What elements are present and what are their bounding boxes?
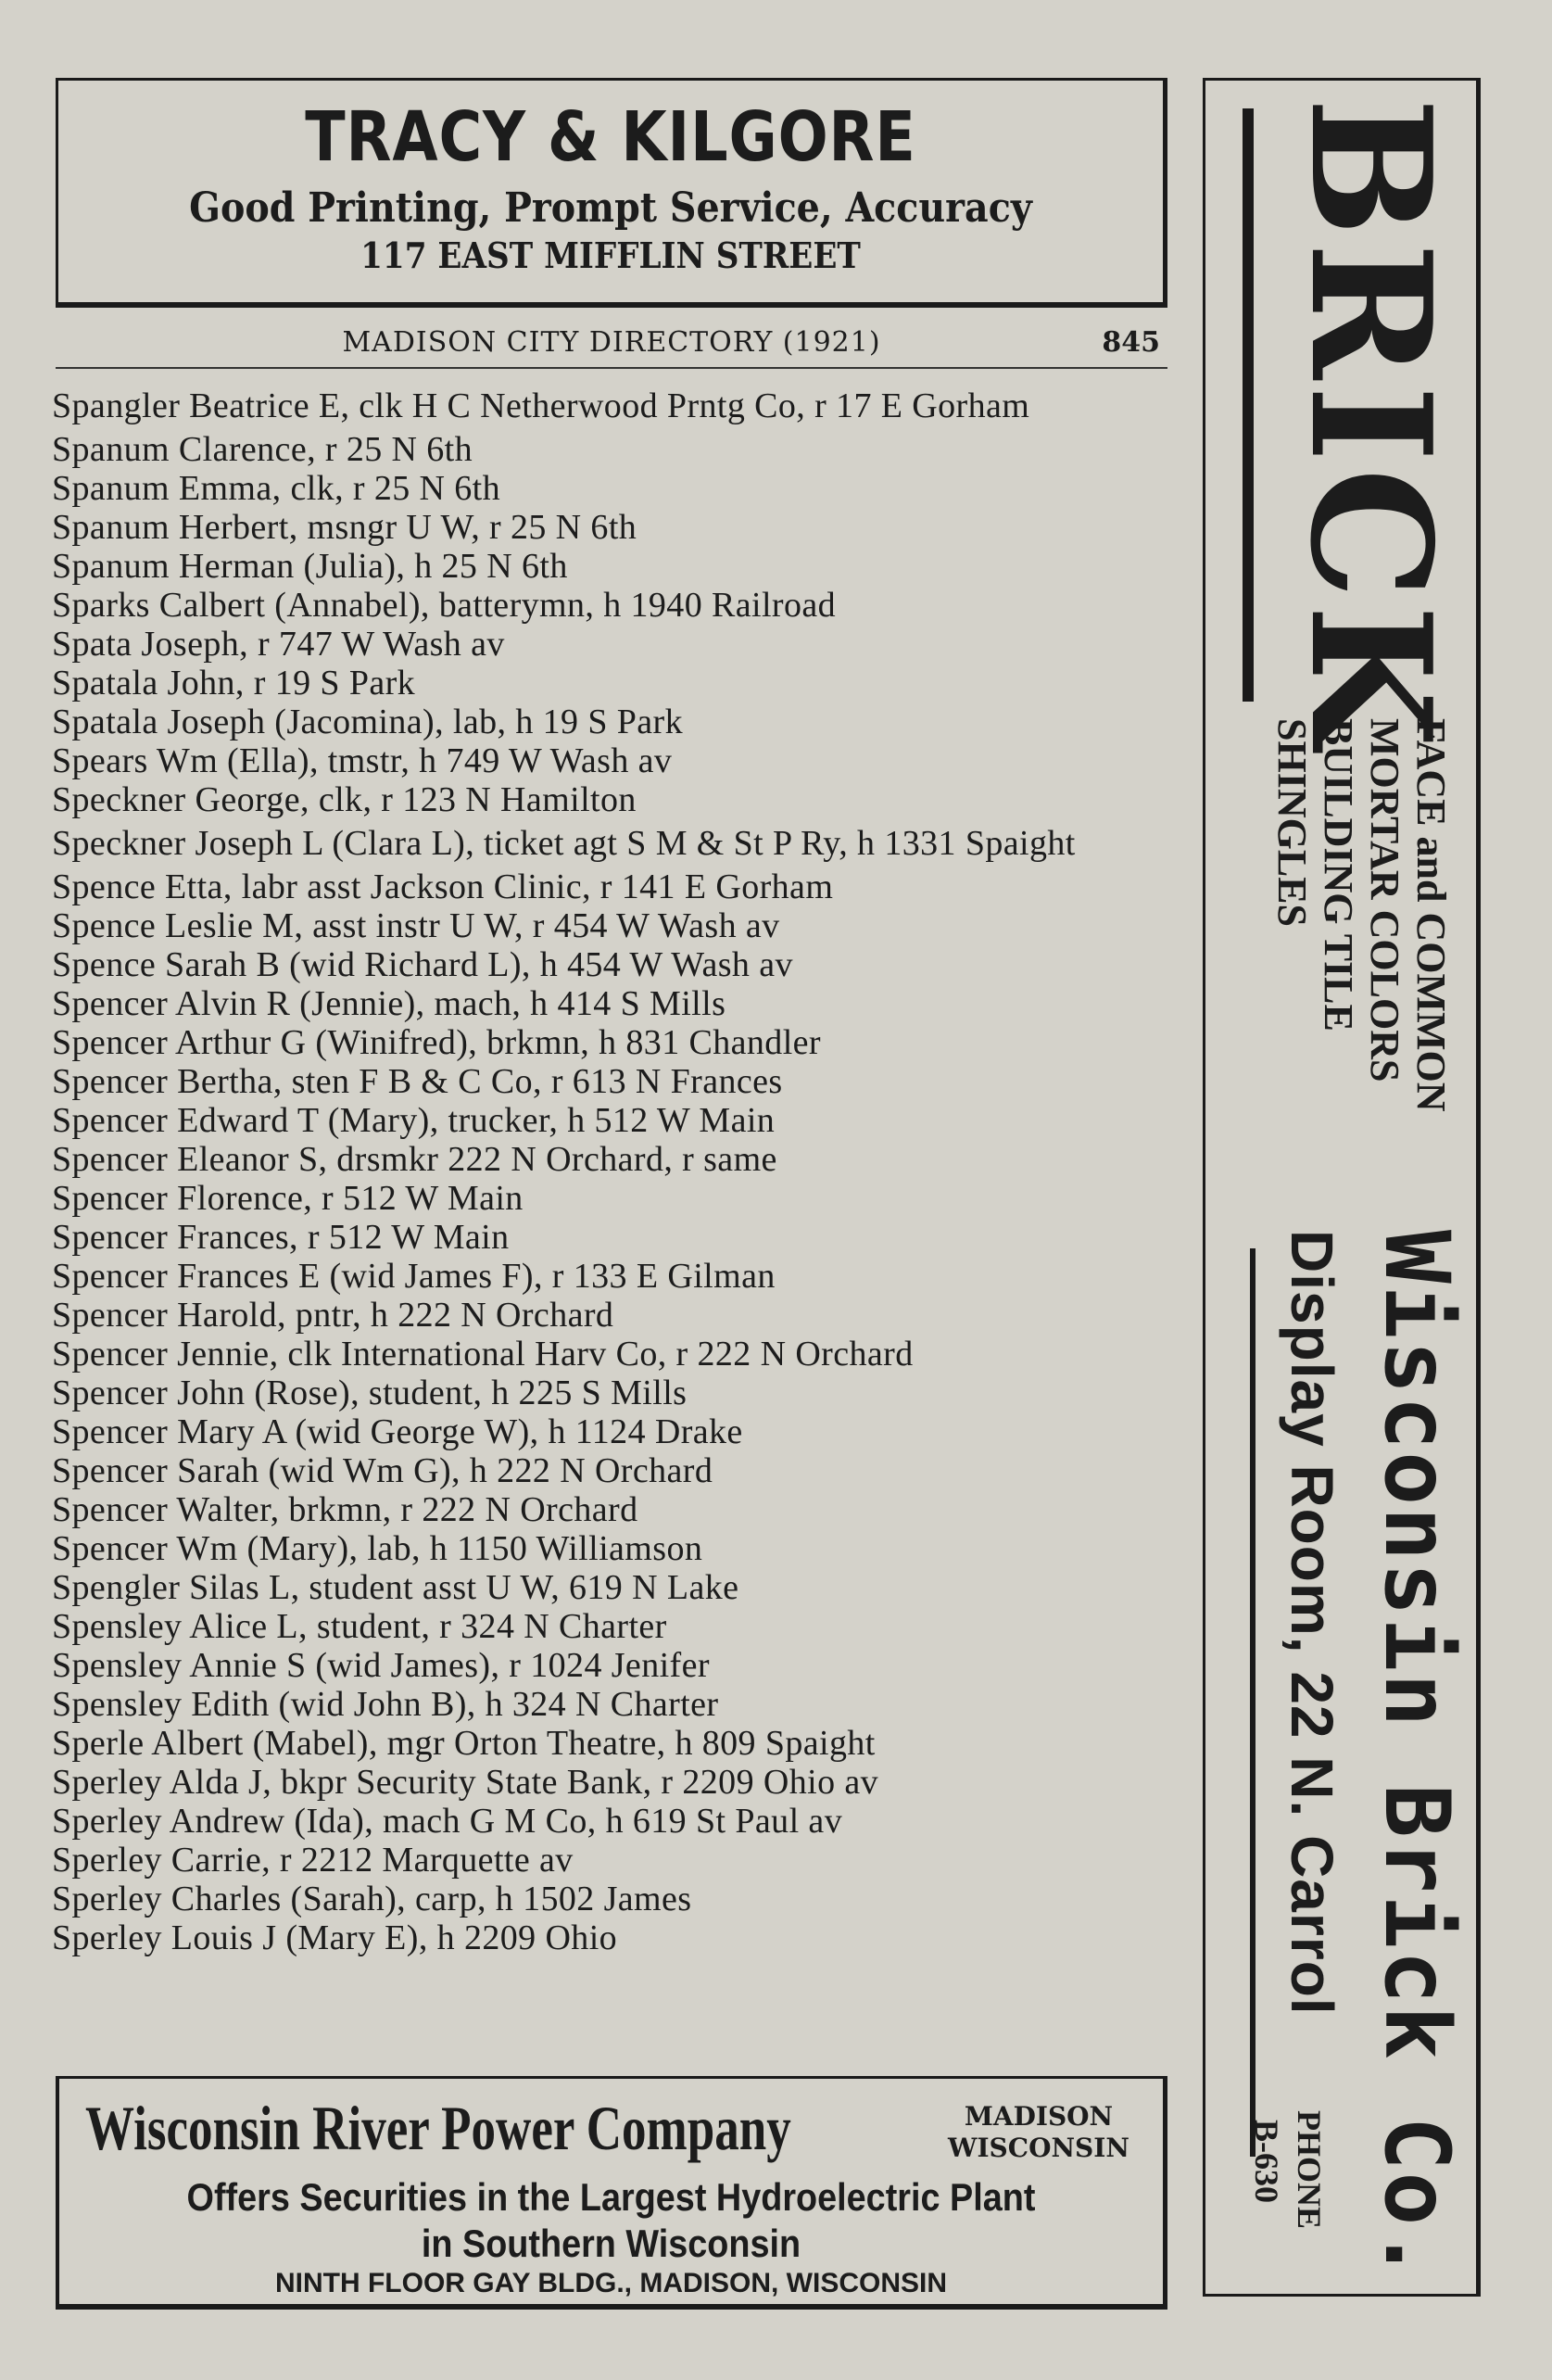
directory-entry: Spensley Annie S (wid James), r 1024 Jenifer bbox=[52, 1646, 710, 1685]
directory-entry: Spencer Florence, r 512 W Main bbox=[52, 1179, 524, 1218]
running-header bbox=[56, 324, 1167, 369]
directory-entry: Spencer Edward T (Mary), trucker, h 512 W Main bbox=[52, 1101, 776, 1140]
product-shingles: SHINGLES bbox=[1269, 718, 1315, 927]
directory-entry: Sperley Louis J (Mary E), h 2209 Ohio bbox=[52, 1918, 618, 1957]
phone-label: PHONE bbox=[1291, 2110, 1328, 2230]
directory-entry: Spencer Wm (Mary), lab, h 1150 Williamson bbox=[52, 1529, 703, 1568]
directory-entry: Spencer Frances, r 512 W Main bbox=[52, 1218, 510, 1257]
phone-number: B-630 bbox=[1248, 2120, 1285, 2203]
power-company-address: NINTH FLOOR GAY BLDG., MADISON, WISCONSIN bbox=[274, 2268, 948, 2298]
directory-entry: Spencer Alvin R (Jennie), mach, h 414 S Mills bbox=[52, 984, 726, 1023]
directory-entry: Sperley Charles (Sarah), carp, h 1502 James bbox=[52, 1880, 692, 1918]
directory-entry: Spatala Joseph (Jacomina), lab, h 19 S Park bbox=[52, 703, 684, 741]
power-company-name: Wisconsin River Power Company bbox=[85, 2093, 791, 2163]
product-building-tile: BUILDING TILE bbox=[1316, 718, 1361, 1032]
advertiser-address: 117 EAST MIFFLIN STREET bbox=[360, 234, 861, 276]
directory-listings bbox=[52, 382, 1173, 1957]
directory-entry: Spencer Eleanor S, drsmkr 222 N Orchard, r same bbox=[52, 1140, 777, 1179]
offer-line: Offers Securities in the Largest Hydroelectric Plant bbox=[186, 2175, 1036, 2219]
directory-entry: Spencer Walter, brkmn, r 222 N Orchard bbox=[52, 1490, 638, 1529]
brick-company-name: Wisconsin Brick Co. bbox=[1365, 1230, 1469, 2284]
display-room-address: Display Room, 22 N. Carrol bbox=[1279, 1230, 1345, 2016]
directory-entry: Spensley Edith (wid John B), h 324 N Charter bbox=[52, 1685, 719, 1724]
directory-entry: Spencer Frances E (wid James F), r 133 E Gilman bbox=[52, 1257, 776, 1296]
directory-entry: Sperley Alda J, bkpr Security State Bank, r 2209 Ohio av bbox=[52, 1763, 879, 1802]
directory-entry: Speckner George, clk, r 123 N Hamilton bbox=[52, 780, 637, 819]
directory-entry: Sperley Andrew (Ida), mach G M Co, h 619 St Paul av bbox=[52, 1802, 843, 1841]
directory-entry: Spencer Bertha, sten F B & C Co, r 613 N Frances bbox=[52, 1062, 783, 1101]
directory-entry: Speckner Joseph L (Clara L), ticket agt S M & St P Ry, h 1331 Spaight bbox=[52, 824, 1076, 863]
directory-entry: Spencer Mary A (wid George W), h 1124 Drake bbox=[52, 1412, 743, 1451]
directory-entry: Spatala John, r 19 S Park bbox=[52, 664, 416, 703]
side-advertisement bbox=[1203, 78, 1481, 2297]
divider-bar bbox=[1243, 108, 1254, 702]
advertiser-name: TRACY & KILGORE bbox=[305, 97, 916, 177]
directory-entry: Sparks Calbert (Annabel), batterymn, h 1940 Railroad bbox=[52, 586, 837, 625]
directory-entry: Spence Sarah B (wid Richard L), h 454 W Wash av bbox=[52, 945, 793, 984]
divider-line bbox=[1250, 1248, 1255, 2157]
directory-entry: Spencer John (Rose), student, h 225 S Mills bbox=[52, 1374, 688, 1412]
directory-entry: Spencer Sarah (wid Wm G), h 222 N Orchard bbox=[52, 1451, 713, 1490]
directory-entry: Spencer Harold, pntr, h 222 N Orchard bbox=[52, 1296, 614, 1335]
directory-entry: Spence Leslie M, asst instr U W, r 454 W Wash av bbox=[52, 906, 780, 945]
directory-entry: Spencer Jennie, clk International Harv Co, r 222 N Orchard bbox=[52, 1335, 914, 1374]
directory-entry: Sperle Albert (Mabel), mgr Orton Theatre, h 809 Spaight bbox=[52, 1724, 876, 1763]
directory-entry: Spanum Clarence, r 25 N 6th bbox=[52, 430, 473, 469]
directory-entry: Spears Wm (Ella), tmstr, h 749 W Wash av bbox=[52, 741, 673, 780]
location-state: WISCONSIN bbox=[948, 2133, 1129, 2163]
directory-entry: Spengler Silas L, student asst U W, 619 N Lake bbox=[52, 1568, 739, 1607]
directory-title: MADISON CITY DIRECTORY (1921) bbox=[342, 326, 881, 359]
location-city: MADISON bbox=[964, 2101, 1114, 2132]
brick-headline: BRICK bbox=[1274, 97, 1468, 754]
page-number: 845 bbox=[1102, 326, 1160, 359]
directory-entry: Spanum Emma, clk, r 25 N 6th bbox=[52, 469, 501, 508]
directory-entry: Spata Joseph, r 747 W Wash av bbox=[52, 625, 505, 664]
directory-entry: Spencer Arthur G (Winifred), brkmn, h 831 Chandler bbox=[52, 1023, 821, 1062]
bottom-advertisement bbox=[56, 2076, 1167, 2310]
product-mortar-colors: MORTAR COLORS bbox=[1362, 718, 1407, 1082]
top-advertisement bbox=[56, 78, 1167, 308]
advertiser-tagline: Good Printing, Prompt Service, Accuracy bbox=[189, 184, 1032, 232]
directory-entry: Spence Etta, labr asst Jackson Clinic, r 141 E Gorham bbox=[52, 867, 834, 906]
directory-entry: Spanum Herman (Julia), h 25 N 6th bbox=[52, 547, 568, 586]
directory-entry: Spangler Beatrice E, clk H C Netherwood Prntg Co, r 17 E Gorham bbox=[52, 386, 1030, 425]
directory-entry: Spensley Alice L, student, r 324 N Charter bbox=[52, 1607, 667, 1646]
product-face-common: FACE and COMMON bbox=[1408, 718, 1454, 1112]
directory-entry: Sperley Carrie, r 2212 Marquette av bbox=[52, 1841, 574, 1880]
directory-entry: Spanum Herbert, msngr U W, r 25 N 6th bbox=[52, 508, 637, 547]
offer-line-2: in Southern Wisconsin bbox=[421, 2222, 801, 2265]
